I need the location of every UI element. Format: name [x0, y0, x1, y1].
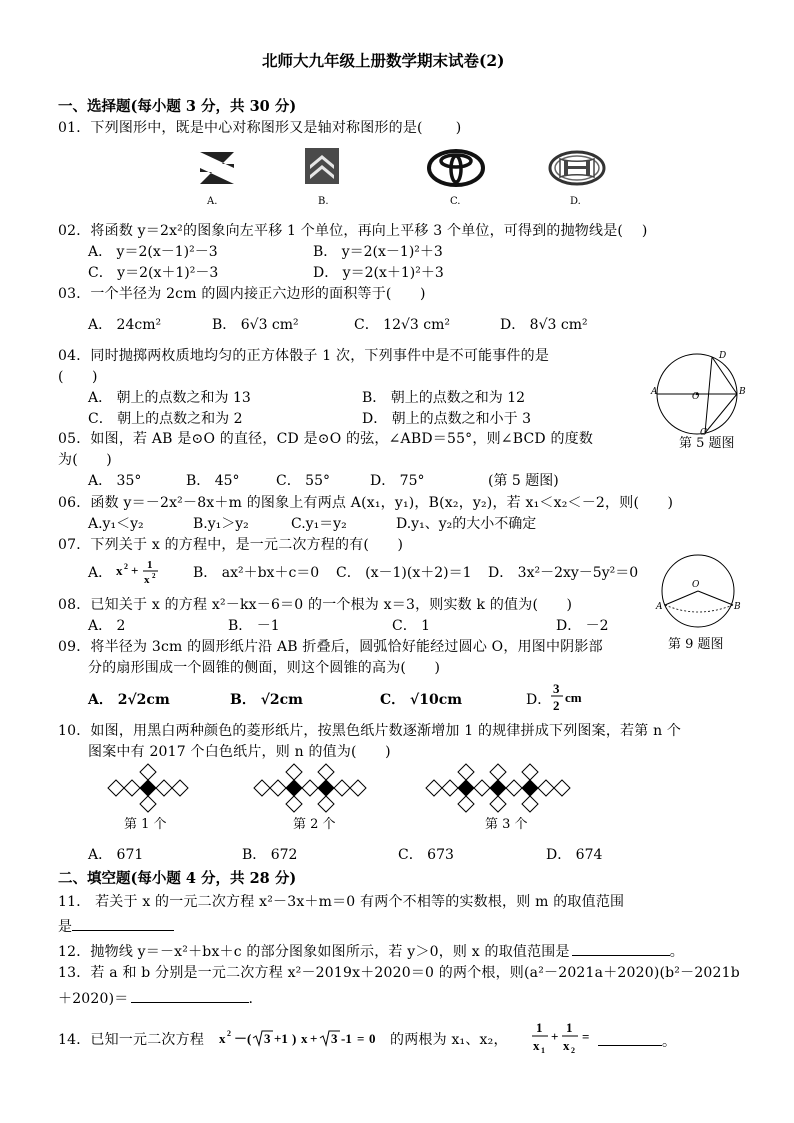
question-8-option-b: B． －1 [228, 618, 280, 634]
question-6-option-c: C.y₁＝y₂ [291, 516, 347, 532]
question-14-sum-of-reciprocals [530, 1018, 598, 1060]
figure-9-label-o: O [692, 580, 700, 590]
pattern-3-label: 第 3 个 [485, 817, 528, 832]
figure-9-caption: 第 9 题图 [668, 637, 724, 652]
question-3-option-b: B． 6√3 cm² [212, 317, 299, 333]
question-8-option-c: C． 1 [392, 618, 431, 634]
toyota-logo-icon [427, 149, 485, 187]
svg-text:+: + [310, 1031, 318, 1046]
question-2-stem: 02．将函数 y＝2x²的图象向左平移 1 个单位，再向上平移 3 个单位，可得到的抛物线是( ) [58, 223, 648, 239]
option-label-d: D. [570, 196, 581, 207]
question-8-stem: 08．已知关于 x 的方程 x²－kx－6＝0 的一个根为 x＝3，则实数 k 的值为( ) [58, 597, 573, 613]
question-9-option-d: D． [526, 692, 552, 708]
question-10-option-c: C． 673 [398, 847, 454, 863]
question-4-stem: 04．同时抛掷两枚质地均匀的正方体骰子 1 次，下列事件中是不可能事件的是 [58, 348, 550, 364]
svg-text:－(: －( [234, 1031, 252, 1046]
question-12-stem: 12．抛物线 y＝－x²＋bx＋c 的部分图象如图所示，若 y＞0，则 x 的取值范围是 [58, 944, 570, 960]
question-13-end: . [248, 991, 254, 1007]
question-7-option-b: B． ax²＋bx＋c＝0 [193, 565, 320, 581]
question-4-option-b: B． 朝上的点数之和为 12 [362, 390, 526, 406]
svg-text:+: + [131, 563, 139, 578]
answer-blank-11[interactable] [72, 918, 174, 931]
question-13-stem: 13．若 a 和 b 分别是一元二次方程 x²－2019x＋2020＝0 的两个根，则(a²－2021a＋2020)(b²－2021b [58, 965, 740, 981]
question-9-stem: 09．将半径为 3cm 的圆形纸片沿 AB 折叠后，圆弧恰好能经过圆心 O，用图中阴影部 [58, 639, 603, 655]
svg-text:3: 3 [264, 1031, 271, 1046]
question-3-option-c: C． 12√3 cm² [354, 317, 450, 333]
question-7-option-d: D． 3x²－2xy－5y²＝0 [488, 565, 639, 581]
figure-9-label-b: B [734, 602, 741, 612]
section-heading-fill: 二、填空题(每小题 4 分，共 28 分) [58, 870, 297, 887]
question-12-end: 。 [669, 944, 684, 960]
pattern-3-rhombus-figure [430, 762, 574, 814]
question-8-option-d: D． －2 [556, 618, 609, 634]
svg-text:0: 0 [369, 1031, 376, 1046]
question-5-option-a: A． 35° [88, 473, 142, 489]
page-title: 北师大九年级上册数学期末试卷(2) [262, 51, 505, 70]
question-13-stem-part: ＋2020)＝ [58, 991, 129, 1007]
question-4-stem-cont: ( ) [58, 369, 98, 385]
svg-text:cm: cm [565, 690, 582, 705]
svg-text:+: + [551, 1029, 559, 1044]
question-7-option-c: C． (x－1)(x＋2)＝1 [336, 565, 472, 581]
citroen-logo-icon [304, 147, 340, 185]
svg-text:2: 2 [571, 1046, 575, 1055]
question-6-option-b: B.y₁＞y₂ [193, 516, 249, 532]
pattern-2-rhombus-figure [258, 762, 370, 814]
question-6-option-a: A.y₁＜y₂ [88, 516, 144, 532]
svg-text:1: 1 [147, 559, 153, 571]
svg-text:x: x [144, 574, 150, 586]
figure-5-label-a: A [651, 387, 658, 397]
svg-text:2: 2 [124, 562, 128, 571]
question-3-option-d: D． 8√3 cm² [500, 317, 588, 333]
pattern-1-label: 第 1 个 [124, 817, 167, 832]
svg-text:x: x [533, 1038, 540, 1053]
answer-blank-13[interactable] [131, 990, 249, 1003]
question-10-option-d: D． 674 [546, 847, 603, 863]
question-2-option-b: B． y＝2(x－1)²＋3 [313, 244, 443, 260]
svg-text:x: x [219, 1031, 226, 1046]
question-5-stem: 05．如图，若 AB 是⊙O 的直径，CD 是⊙O 的弦，∠ABD＝55°，则∠BCD 的度数 [58, 431, 594, 447]
svg-text:2: 2 [152, 572, 156, 580]
svg-text:2: 2 [227, 1029, 231, 1038]
figure-5-label-b: B [739, 387, 746, 397]
question-11-stem-cont [58, 918, 174, 934]
question-3-option-a: A． 24cm² [88, 317, 162, 333]
svg-text:=: = [582, 1029, 590, 1044]
question-9-option-a: A． 2√2cm [88, 692, 170, 708]
answer-blank-14[interactable] [598, 1033, 662, 1046]
question-13-stem-cont [58, 990, 253, 1006]
question-9-option-b: B． √2cm [230, 692, 303, 708]
question-1-stem: 01．下列图形中，既是中心对称图形又是轴对称图形的是( ) [58, 120, 462, 136]
question-2-option-a: A． y＝2(x－1)²－3 [88, 244, 218, 260]
question-10-option-b: B． 672 [242, 847, 298, 863]
figure-9-label-a: A [656, 602, 663, 612]
svg-text:3: 3 [553, 681, 560, 696]
svg-text:2: 2 [553, 698, 560, 713]
section-heading-choice: 一、选择题(每小题 3 分，共 30 分) [58, 98, 297, 115]
question-9-option-c: C． √10cm [380, 692, 463, 708]
svg-text:x: x [301, 1031, 308, 1046]
svg-text:x: x [563, 1038, 570, 1053]
question-6-stem: 06．函数 y＝－2x²－8x＋m 的图象上有两点 A(x₁，y₁)，B(x₂，y₂)，若 x₁＜x₂＜－2，则( ) [58, 495, 674, 511]
question-4-option-c: C． 朝上的点数之和为 2 [88, 411, 243, 427]
question-14-equation [219, 1026, 399, 1052]
figure-5-label-o: O [692, 392, 700, 402]
svg-text:=: = [357, 1031, 365, 1046]
question-14-answer-line [598, 1033, 676, 1049]
question-5-option-d: D． 75° [370, 473, 425, 489]
question-12-stem-line [58, 943, 684, 959]
figure-5-label-d: D [719, 351, 727, 361]
svg-text:x: x [116, 563, 123, 578]
question-9-stem-cont: 分的扇形围成一个圆锥的侧面，则这个圆锥的高为( ) [88, 660, 441, 676]
svg-text:): ) [292, 1031, 297, 1046]
pattern-1-rhombus-figure [112, 762, 184, 814]
question-4-option-d: D． 朝上的点数之和小于 3 [362, 411, 532, 427]
question-8-option-a: A． 2 [88, 618, 126, 634]
option-label-a: A. [207, 196, 218, 207]
question-2-option-d: D． y＝2(x＋1)²＋3 [313, 265, 444, 281]
option-label-c: C. [450, 196, 461, 207]
svg-text:3: 3 [331, 1031, 338, 1046]
question-5-option-c: C． 55° [276, 473, 330, 489]
question-9-option-d-fraction [550, 680, 590, 714]
svg-text:1: 1 [541, 1046, 545, 1055]
question-10-option-a: A． 671 [88, 847, 144, 863]
pattern-2-label: 第 2 个 [293, 817, 336, 832]
question-14-end: 。 [662, 1034, 677, 1050]
question-5-stem-cont: 为( ) [58, 452, 112, 468]
figure-9-circle-diagram [660, 553, 740, 633]
answer-blank-12[interactable] [572, 943, 670, 956]
question-5-option-b: B． 45° [186, 473, 240, 489]
honda-logo-icon [548, 150, 606, 186]
figure-5-caption: 第 5 题图 [679, 436, 735, 451]
question-14-stem: 14．已知一元二次方程 [58, 1032, 205, 1048]
svg-text:+1: +1 [274, 1031, 288, 1046]
question-5-figure-note: (第 5 题图) [488, 473, 559, 489]
question-7-option-a: A． [88, 565, 113, 581]
question-6-option-d: D.y₁、y₂的大小不确定 [396, 516, 537, 532]
question-4-option-a: A． 朝上的点数之和为 13 [88, 390, 251, 406]
suzuki-logo-icon [196, 148, 238, 188]
question-14-mid: 的两根为 x₁、x₂， [390, 1032, 508, 1048]
question-11-stem-word: 是 [58, 919, 73, 935]
question-10-stem: 10．如图，用黑白两种颜色的菱形纸片，按黑色纸片数逐渐增加 1 的规律拼成下列图案，若第 n 个 [58, 723, 682, 739]
figure-5-label-c: C [700, 428, 707, 438]
question-3-stem: 03．一个半径为 2cm 的圆内接正六边形的面积等于( ) [58, 286, 426, 302]
option-label-b: B. [318, 196, 329, 207]
question-2-option-c: C． y＝2(x＋1)²－3 [88, 265, 219, 281]
question-11-stem: 11． 若关于 x 的一元二次方程 x²－3x＋m＝0 有两个不相等的实数根，则 m 的取值范围 [58, 894, 625, 910]
svg-text:1: 1 [566, 1020, 573, 1035]
question-7-option-a-formula [114, 557, 164, 587]
question-7-stem: 07．下列关于 x 的方程中，是一元二次方程的有( ) [58, 537, 404, 553]
svg-text:1: 1 [536, 1020, 543, 1035]
question-10-stem-cont: 图案中有 2017 个白色纸片，则 n 的值为( ) [88, 744, 391, 760]
svg-text:-1: -1 [341, 1031, 352, 1046]
